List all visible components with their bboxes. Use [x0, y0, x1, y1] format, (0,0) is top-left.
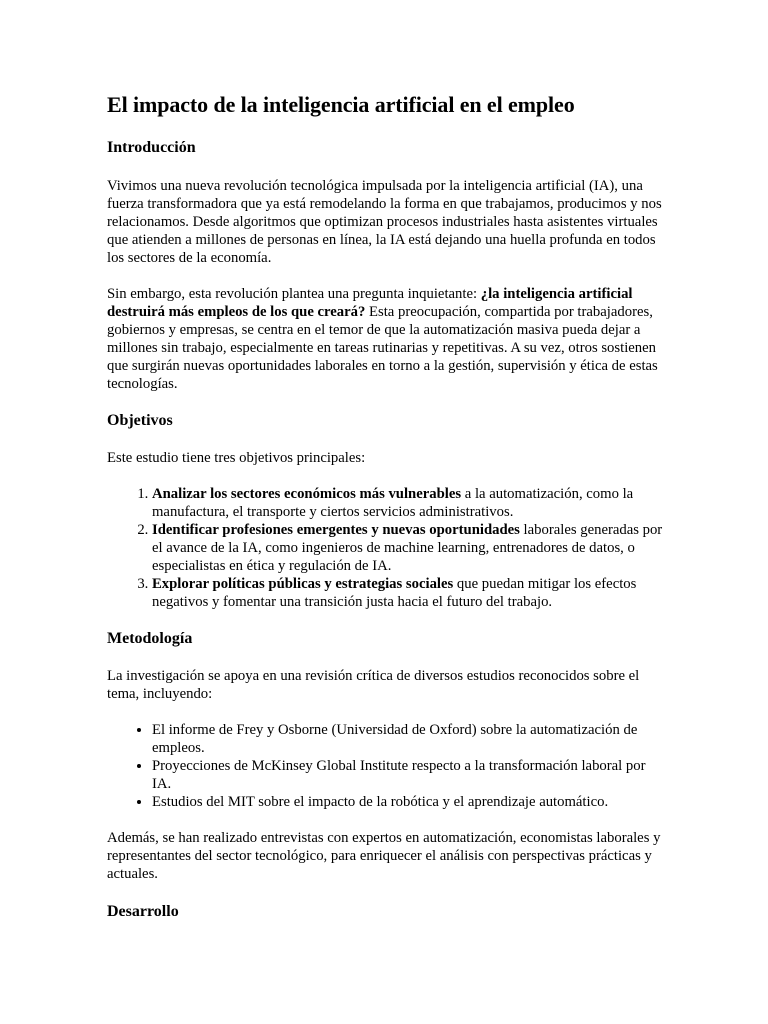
- paragraph-metodologia-2: Además, se han realizado entrevistas con expertos en automatización, economistas laborales y representantes del sector tecnológico, para enriquecer el análisis con perspectivas prácticas y actuales.: [107, 830, 661, 882]
- list-item: • El informe de Frey y Osborne (Universidad de Oxford) sobre la automatización de empleos.: [152, 721, 668, 757]
- sources-list: [107, 721, 668, 811]
- paragraph-objetivos-intro: Este estudio tiene tres objetivos principales:: [107, 450, 366, 466]
- paragraph-introduccion-1: Vivimos una nueva revolución tecnológica impulsada por la inteligencia artificial (IA), una fuerza transformadora que ya está remodelando la forma en que trabajamos, producimos y nos relacionamos. Desde algoritmos que optimizan procesos industriales hasta asistentes virtuales que atienden a millones de personas en línea, la IA está dejando una huella profunda en todos los sectores de la economía.: [107, 178, 662, 266]
- objectives-list: [107, 485, 668, 611]
- document-title: El impacto de la inteligencia artificial en el empleo: [107, 92, 575, 117]
- paragraph-metodologia-1: La investigación se apoya en una revisión crítica de diversos estudios reconocidos sobre el tema, incluyendo:: [107, 668, 640, 702]
- paragraph-text: Esta preocupación, compartida por trabajadores, gobiernos y empresas, se centra en el temor de que la automatización masiva pueda dejar a millones sin trabajo, especialmente en tareas rutinarias y repetitivas. A su vez, otros sostienen que surgirán nuevas oportunidades laborales en torno a la gestión, supervisión y ética de estas tecnologías.: [107, 304, 658, 392]
- list-item-text: que puedan mitigar los efectos negativos y fomentar una transición justa hacia el futuro del trabajo.: [152, 576, 637, 610]
- paragraph-text: Sin embargo, esta revolución plantea una pregunta inquietante:: [107, 286, 481, 302]
- bold-question: ¿la inteligencia artificial destruirá más empleos de los que creará?: [107, 286, 633, 320]
- list-item: • Estudios del MIT sobre el impacto de la robótica y el aprendizaje automático.: [152, 793, 668, 811]
- heading-desarrollo: Desarrollo: [107, 903, 179, 920]
- list-item: • Proyecciones de McKinsey Global Institute respecto a la transformación laboral por IA.: [152, 757, 668, 793]
- list-item: [152, 521, 668, 575]
- list-item-text: a la automatización, como la manufactura, el transporte y ciertos servicios administrativos.: [152, 486, 634, 520]
- list-item: [152, 575, 668, 611]
- heading-introduccion: Introducción: [107, 139, 196, 156]
- paragraph-introduccion-2: [107, 285, 668, 393]
- heading-metodologia: Metodología: [107, 630, 193, 647]
- list-item: [152, 485, 668, 521]
- list-item-bold: Analizar los sectores económicos más vulnerables: [152, 486, 462, 502]
- list-item-bold: Identificar profesiones emergentes y nuevas oportunidades: [152, 522, 520, 538]
- list-item-bold: Explorar políticas públicas y estrategias sociales: [152, 576, 454, 592]
- heading-objetivos: Objetivos: [107, 412, 173, 429]
- list-item-text: laborales generadas por el avance de la IA, como ingenieros de machine learning, entrenadores de datos, o especialistas en ética y regulación de IA.: [152, 522, 663, 574]
